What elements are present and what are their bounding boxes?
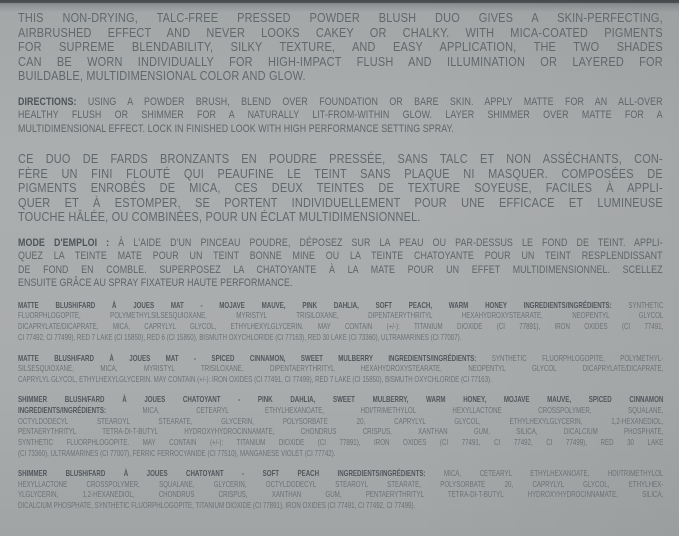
text-line: HEXYLLACTONE CROSSPOLYMER, SQUALANE, GLYCERIN, OCTYLDODECYL STEAROYL STEARATE, POLYSORBATE 20, CAPRYLYL GLYCOL, ETHYLHEX- [18, 478, 664, 489]
text-line: THIS NON-DRYING, TALC-FREE PRESSED POWDER BLUSH DUO GIVES A SKIN-PERFECTING, [18, 11, 663, 25]
matte-ingredients-list-2 [18, 353, 663, 385]
text-line: CE DUO DE FARDS BRONZANTS EN POUDRE PRESSÉE, SANS TALC ET NON ASSÉCHANTS, CON- [18, 152, 663, 166]
text-line: INGREDIENTS/INGRÉDIENTS: MICA, CETEARYL ETHYLHEXANOATE, HDI/TRIMETHYLOL HEXYLLACTONE CROSSPOLYMER, SQUALANE, [18, 404, 664, 415]
text-line: DE FOND EN COMBLE. SUPERPOSEZ LA CHATOYANTE À LA MATE POUR UN EFFET MULTIDIMENSIONNEL. SCELLEZ [18, 263, 663, 276]
text-line: CAN BE WORN INDIVIDUALLY FOR HIGH-IMPACT FLUSH AND ILLUMINATION OR LAYERED FOR [18, 54, 663, 69]
text-line: CAPRYLYL GLYCOL, ETHYLHEXYLGLYCERIN. MAY CONTAIN (+/-): IRON OXIDES (CI 77491, CI 77499), RED 7 LAKE (CI 15850), BISMUTH OXYCHLORIDE (CI 77163). [18, 374, 492, 385]
text-line: OCTYLDODECYL STEAROYL STEARATE, GLYCERIN, POLYSORBATE 20, CAPRYLYL GLYCOL, ETHYLHEXYLGLYCERIN, 1,2-HEXANEDIOL, [18, 415, 664, 426]
text-line: TOUCHE HÂLÉE, OU COMBINÉES, POUR UN ÉCLAT MULTIDIMENSIONNEL. [18, 210, 421, 224]
matte-ingredients-list-1 [18, 300, 663, 343]
text-line: DICALCIUM PHOSPHATE, SYNTHETIC FLUORPHLOGOPITE, TITANIUM DIOXIDE (CI 77891), IRON OXIDES (CI 77491, CI 77492, CI 77499). [18, 500, 416, 511]
text-line: MATTE BLUSH/FARD À JOUES MAT - SPICED CINNAMON, SWEET MULBERRY INGREDIENTS/INGRÉDIENTS: SYNTHETIC FLUORPHLOGOPITE, POLYMETHYL- [18, 352, 664, 363]
text-line: HEALTHY FLUSH OR SHIMMER FOR A NATURALLY LIT-FROM-WITHIN GLOW. LAYER SHIMMER OVER MATTE FOR A [18, 109, 663, 121]
text-line: PENTAERYTHRITYL TETRA-DI-T-BUTYL HYDROXYHYDROCINNAMATE, CHONDRUS CRISPUS, XANTHAN GUM, SILICA, DICALCIUM PHOSPHATE, [18, 426, 664, 437]
text-line: DICAPRYLATE/DICAPRATE, MICA, CAPRYLYL GLYCOL, ETHYLHEXYLGLYCERIN. MAY CONTAIN (+/-): TITANIUM DIOXIDE (CI 77891), IRON OXIDES (CI 77491, [18, 321, 664, 332]
text-line: QUER ET À ESTOMPER, SE PORTENT INDIVIDUELLEMENT POUR UNE EFFICACE ET LUMINEUSE [18, 195, 663, 210]
text-line: PIGMENTS ENROBÉS DE MICA, CES DEUX TEINTES DE TEXTURE SOYEUSE, FACILES À APPLI- [18, 181, 663, 195]
intro-paragraph-en [18, 11, 663, 84]
text-line: (CI 73360), ULTRAMARINES (CI 77007), FERRIC FERROCYANIDE (CI 77510), MANGANESE VIOLET (CI 77742). [18, 448, 336, 459]
shimmer-ingredients-list-1 [18, 394, 663, 459]
text-line: CI 77492, CI 77499), RED 7 LAKE (CI 15850), RED 6 (CI 15850), BISMUTH OXYCHLORIDE (CI 77163), RED 30 LAKE (CI 73360), ULTRAMARINES (CI 77007). [18, 331, 462, 342]
text-line: SYNTHETIC FLUORPHLOGOPITE. MAY CONTAIN (+/-): TITANIUM DIOXIDE (CI 77891), IRON OXIDES (CI 77491, CI 77492, CI 77499), RED 30 LAKE [18, 437, 664, 448]
box-top-edge-shadow [0, 0, 679, 3]
text-line: DIRECTIONS: USING A POWDER BRUSH, BLEND OVER FOUNDATION OR BARE SKIN. APPLY MATTE FOR AN ALL-OVER [18, 95, 663, 108]
text-line: SHIMMER BLUSH/FARD À JOUES CHATOYANT - SOFT PEACH INGREDIENTS/INGRÉDIENTS: MICA, CETEARYL ETHYLHEXANOATE, HDI/TRIMETHYLOL [18, 467, 664, 478]
text-line: BUILDABLE, MULTIDIMENSIONAL COLOR AND GLOW. [18, 69, 306, 83]
text-line: SHIMMER BLUSH/FARD À JOUES CHATOYANT - PINK DAHLIA, SWEET MULBERRY, WARM HONEY, MOJAVE MAUVE, SPICED CINNAMON [18, 394, 664, 405]
text-line: MULTIDIMENSIONAL EFFECT. LOCK IN FINISHED LOOK WITH HIGH PERFORMANCE SETTING SPRAY. [18, 122, 454, 135]
text-line: MODE D'EMPLOI : À L'AIDE D'UN PINCEAU POUDRE, DÉPOSEZ SUR LA PEAU OU PAR-DESSUS LE FOND DE TEINT. APPLI- [18, 236, 663, 249]
directions-paragraph-en [18, 96, 663, 137]
intro-paragraph-fr [18, 152, 663, 225]
text-line: AIRBRUSHED EFFECT AND NEVER LOOKS CAKEY OR CHALKY. WITH MICA-COATED PIGMENTS [18, 25, 663, 40]
text-line: FÈRE UN FINI FLOUTÉ QUI PEAUFINE LE TEINT SANS PLAQUE NI MASQUER. COMPOSÉES DE [18, 166, 663, 181]
text-line: SILSESQUIOXANE, MICA, MYRISTYL TRISILOXANE, DIPENTAERYTHRITYL HEXAHYDROXYSTEARATE, NEOPENTYL GLYCOL DICAPRYLATE/DICAPRATE, [18, 363, 664, 374]
text-line: ENSUITE GRÂCE AU SPRAY FIXATEUR HAUTE PERFORMANCE. [18, 277, 293, 289]
text-line: FLUORPHLOGOPITE, POLYMETHYLSILSESQUIOXANE, MYRISTYL TRISILOXANE, DIPENTAERYTHRITYL HEXAHYDROXYSTEARATE, NEOPENTYL GLYCOL [18, 310, 664, 321]
shimmer-ingredients-list-2 [18, 468, 663, 511]
text-line: YLGLYCERIN, 1,2-HEXANEDIOL, CHONDRUS CRISPUS, XANTHAN GUM, PENTAERYTHRITYL TETRA-DI-T-BUTYL HYDROXYHYDROCINNAMATE, SILICA, [18, 489, 664, 500]
product-label [18, 11, 663, 511]
directions-paragraph-fr [18, 237, 663, 291]
text-line: FOR SUPREME BLENDABILITY, SILKY TEXTURE, AND EASY APPLICATION, THE TWO SHADES [18, 40, 663, 54]
text-line: MATTE BLUSH/FARD À JOUES MAT - MOJAVE MAUVE, PINK DAHLIA, SOFT PEACH, WARM HONEY INGREDIENTS/INGRÉDIENTS: SYNTHETIC [18, 299, 664, 310]
text-line: QUEZ LA TEINTE MATE POUR UN TEINT BONNE MINE OU LA TEINTE CHATOYANTE POUR UN TEINT RESPLENDISSANT [18, 250, 663, 262]
